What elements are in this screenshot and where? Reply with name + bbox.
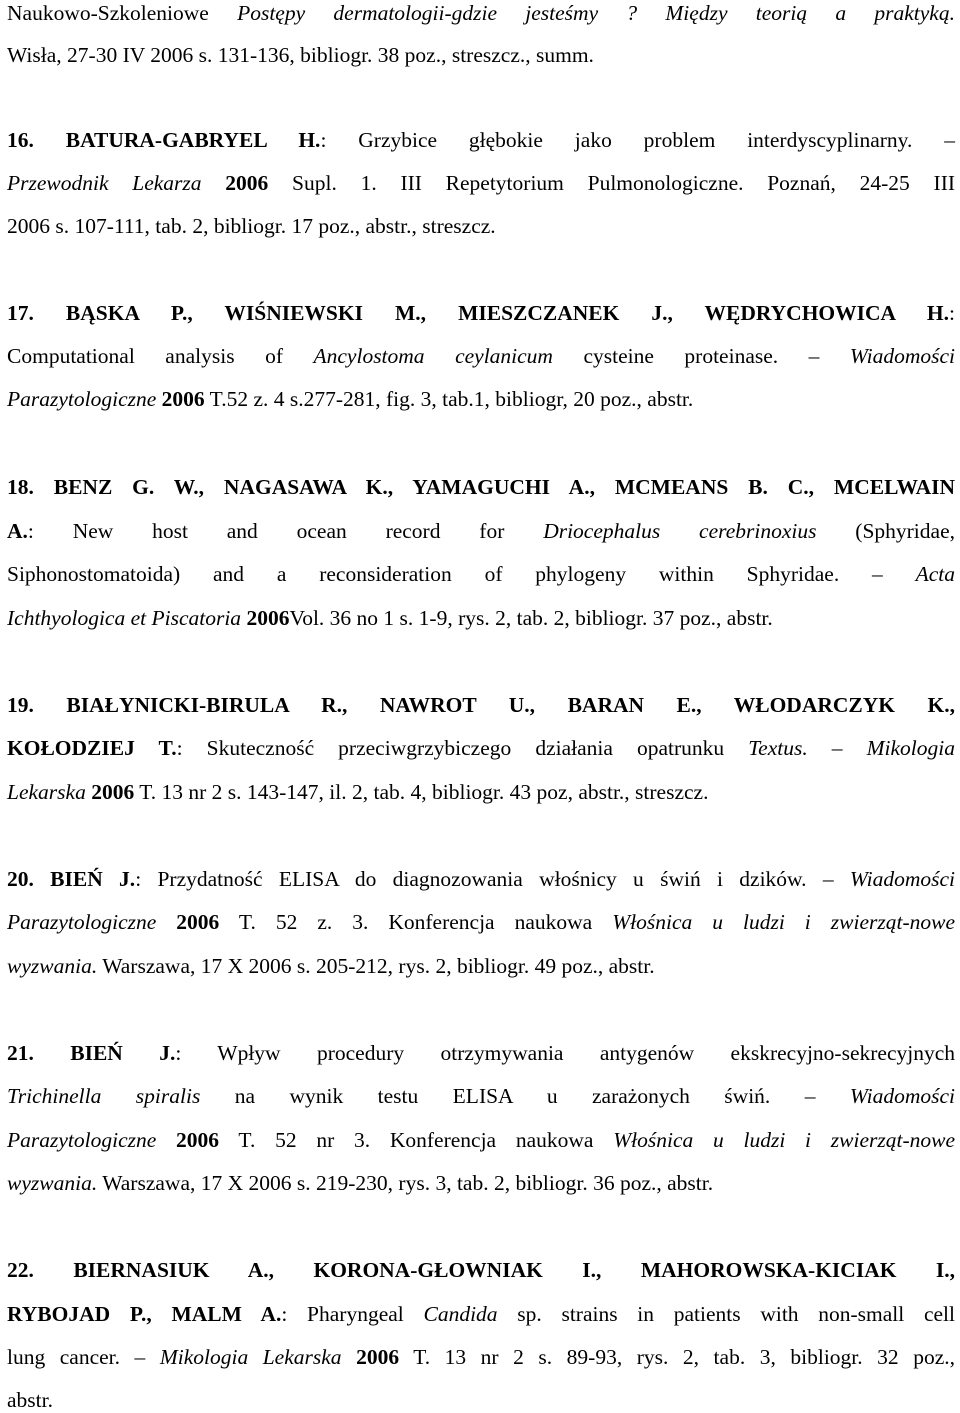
text-run: Supl. 1. III Repetytorium Pulmonologiczne. Poznań, 24-25 III — [268, 171, 956, 195]
text-run: 17. BĄSKA P., WIŚNIEWSKI M., MIESZCZANEK J., WĘDRYCHOWICA H. — [7, 301, 950, 325]
text-line — [7, 42, 955, 68]
text-run: 22. BIERNASIUK A., KORONA-GŁOWNIAK I., MAHOROWSKA-KICIAK I., — [7, 1258, 955, 1282]
text-line — [7, 343, 955, 369]
text-run: na wynik testu ELISA u zarażonych świń. – — [200, 1084, 850, 1108]
text-run: 2006 — [356, 1345, 400, 1369]
text-run: Trichinella spiralis — [7, 1084, 201, 1108]
text-run: : — [949, 301, 955, 325]
text-run: 2006 — [246, 606, 290, 630]
text-run: Siphonostomatoida) and a reconsideration of phylogeny within Sphyridae. – — [7, 562, 916, 586]
text-run: Textus. — [748, 736, 808, 760]
text-line — [7, 0, 955, 26]
text-run: 2006 — [176, 1128, 220, 1152]
text-line — [7, 605, 955, 631]
text-line — [7, 1170, 955, 1196]
text-run: T. 52 z. 3. Konferencja naukowa — [219, 910, 613, 934]
text-line — [7, 170, 955, 196]
text-run: : Grzybice głębokie jako problem interdyscyplinarny. – — [320, 128, 955, 152]
text-run: Driocephalus cerebrinoxius — [543, 519, 817, 543]
text-line — [7, 953, 955, 979]
text-run: Parazytologiczne — [7, 1128, 157, 1152]
text-run: Mikologia — [866, 736, 955, 760]
text-line — [7, 518, 955, 544]
text-line — [7, 1040, 955, 1066]
text-run: Parazytologiczne — [7, 387, 157, 411]
text-run: sp. strains in patients with non-small cell — [497, 1302, 955, 1326]
text-run — [342, 1345, 357, 1369]
text-run: : New host and ocean record for — [27, 519, 544, 543]
text-run: Computational analysis of — [7, 344, 314, 368]
text-line — [7, 779, 955, 805]
text-run: 2006 — [161, 387, 205, 411]
text-run: wyzwania. — [7, 1171, 98, 1195]
text-run — [156, 1128, 176, 1152]
text-run: Warszawa, 17 X 2006 s. 205-212, rys. 2, bibliogr. 49 poz., abstr. — [97, 954, 655, 978]
text-run: – — [807, 736, 867, 760]
text-run: cysteine proteinase. – — [552, 344, 850, 368]
text-run: T.52 z. 4 s.277-281, fig. 3, tab.1, bibliogr, 20 poz., abstr. — [204, 387, 694, 411]
text-run: 2006 — [176, 910, 220, 934]
text-run: RYBOJAD P., MALM A. — [7, 1302, 282, 1326]
text-run: Mikologia Lekarska — [159, 1345, 342, 1369]
text-line — [7, 213, 955, 239]
text-line — [7, 1387, 955, 1413]
text-run: : Wpływ procedury otrzymywania antygenów ekskrecyjno-sekrecyjnych — [175, 1041, 956, 1065]
text-run: wyzwania. — [7, 954, 98, 978]
text-line — [7, 300, 955, 326]
text-run: Postępy dermatologii-gdzie jesteśmy ? Między teorią a praktyką. — [237, 1, 955, 25]
text-run: 20. BIEŃ J. — [7, 867, 136, 891]
text-run: 2006 — [225, 171, 269, 195]
text-run: 19. BIAŁYNICKI-BIRULA R., NAWROT U., BARAN E., WŁODARCZYK K., — [7, 693, 955, 717]
text-run: T. 13 nr 2 s. 143-147, il. 2, tab. 4, bibliogr. 43 poz, abstr., streszcz. — [134, 780, 709, 804]
text-run: Warszawa, 17 X 2006 s. 219-230, rys. 3, tab. 2, bibliogr. 36 poz., abstr. — [97, 1171, 714, 1195]
text-line — [7, 1301, 955, 1327]
text-line — [7, 692, 955, 718]
text-run: : Skuteczność przeciwgrzybiczego działania opatrunku — [176, 736, 749, 760]
text-line — [7, 735, 955, 761]
text-run: : Przydatność ELISA do diagnozowania włośnicy u świń i dzików. – — [135, 867, 850, 891]
text-run — [156, 910, 176, 934]
text-run: Wiadomości — [849, 344, 956, 368]
text-run: Włośnica u ludzi i zwierząt-nowe — [613, 1128, 955, 1152]
text-run — [202, 171, 226, 195]
text-run: : Pharyngeal — [281, 1302, 424, 1326]
text-line — [7, 1257, 955, 1283]
text-line — [7, 127, 955, 153]
text-run: 2006 — [91, 780, 135, 804]
text-line — [7, 909, 955, 935]
text-line — [7, 1344, 955, 1370]
text-run: Candida — [423, 1302, 498, 1326]
text-line — [7, 1127, 955, 1153]
text-run: Lekarska — [7, 780, 86, 804]
text-run: T. 13 nr 2 s. 89-93, rys. 2, tab. 3, bibliogr. 32 poz., — [399, 1345, 955, 1369]
text-line — [7, 1083, 955, 1109]
text-run: lung cancer. – — [7, 1345, 160, 1369]
text-run: Włośnica u ludzi i zwierząt-nowe — [612, 910, 955, 934]
text-run: Wisła, 27-30 IV 2006 s. 131-136, bibliogr. 38 poz., streszcz., summ. — [7, 43, 594, 67]
text-run: 18. BENZ G. W., NAGASAWA K., YAMAGUCHI A., MCMEANS B. C., MCELWAIN — [7, 475, 955, 499]
text-line — [7, 474, 955, 500]
text-line — [7, 866, 955, 892]
text-line — [7, 386, 955, 412]
text-run: Wiadomości — [849, 1084, 956, 1108]
text-line — [7, 561, 955, 587]
text-run: Naukowo-Szkoleniowe — [7, 1, 238, 25]
text-run: T. 52 nr 3. Konferencja naukowa — [219, 1128, 614, 1152]
text-run: Vol. 36 no 1 s. 1-9, rys. 2, tab. 2, bibliogr. 37 poz., abstr. — [289, 606, 773, 630]
text-run: Parazytologiczne — [7, 910, 157, 934]
text-run: 21. BIEŃ J. — [7, 1041, 176, 1065]
text-run: Przewodnik Lekarza — [7, 171, 202, 195]
text-run: Acta — [915, 562, 955, 586]
text-run: abstr. — [7, 1388, 53, 1412]
text-run: 2006 s. 107-111, tab. 2, bibliogr. 17 poz., abstr., streszcz. — [7, 214, 496, 238]
text-run: Wiadomości — [849, 867, 956, 891]
text-run: Ancylostoma ceylanicum — [313, 344, 553, 368]
text-run: A. — [7, 519, 28, 543]
text-run: 16. BATURA-GABRYEL H. — [7, 128, 321, 152]
text-run: (Sphyridae, — [816, 519, 955, 543]
text-run: KOŁODZIEJ T. — [7, 736, 177, 760]
text-run: Ichthyologica et Piscatoria — [7, 606, 242, 630]
